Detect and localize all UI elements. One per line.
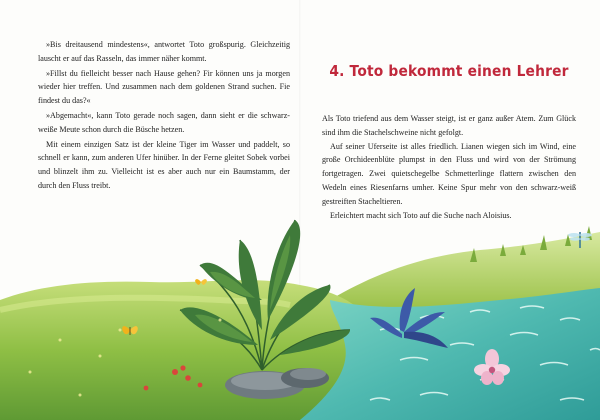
paragraph: Mit einem einzigen Satz ist der kleine Tiger im Wasser und paddelt, so schnell er kann, zum anderen Ufer hinüber. In der Ferne gleitet Sobek vorbei und blinzelt ihm zu. Vielleicht ist es aber auch nur ein Baumstamm, der durch den Fluss treibt.: [38, 139, 290, 190]
right-page-text: [322, 112, 576, 222]
chapter-title: 4. Toto bekommt einen Lehrer: [329, 62, 569, 80]
paragraph: »Fillst du fielleicht besser nach Hause gehen? Fir können uns ja morgen wieder hier treffen. Und zusammen nach dem goldenen Strand suchen. Fie findest du das?«: [38, 68, 290, 106]
left-page-text: [38, 38, 290, 194]
paragraph: »Bis dreitausend mindestens«, antwortet Toto großspurig. Gleichzeitig lauscht er auf das Rasseln, das immer näher kommt.: [38, 40, 290, 63]
paragraph: Erleichtert macht sich Toto auf die Suche nach Aloisius.: [330, 210, 512, 220]
paragraph: »Abgemacht«, kann Toto gerade noch sagen, dann sieht er die schwarz-weiße Meute schon durch die Büsche hetzen.: [38, 110, 290, 134]
paragraph: Auf seiner Uferseite ist alles friedlich. Lianen wiegen sich im Wind, eine große Orchideenblüte plumpst in den Fluss und wird von der Strömung fortgetragen. Zwei quietschegelbe Schmetterlinge flattern zwischen den Wedeln eines Riesenfarns umher. Keine Spur mehr von den schwarz-weiß gestreiften Stacheltieren.: [322, 141, 576, 206]
paragraph: Als Toto triefend aus dem Wasser steigt, ist er ganz außer Atem. Zum Glück sind ihm die Stachelschweine nicht gefolgt.: [322, 114, 576, 137]
